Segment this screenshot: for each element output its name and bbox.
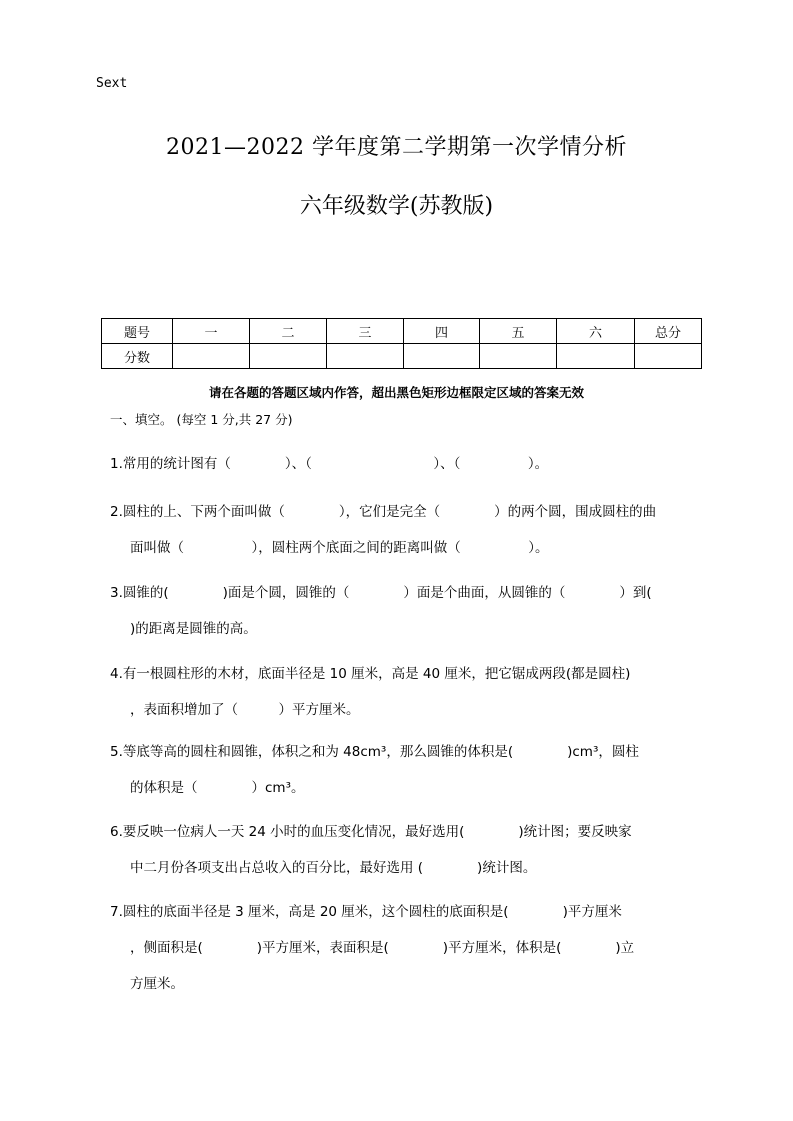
header-tag: Sext [96, 76, 128, 91]
score-table-score-row [102, 344, 702, 369]
question-line: )的距离是圆锥的高。 [130, 621, 257, 637]
score-cell[interactable] [557, 344, 635, 369]
question-1 [110, 446, 710, 482]
score-table-header-row [102, 319, 702, 344]
score-header-cell: 总分 [635, 319, 702, 344]
question-3 [110, 575, 710, 647]
question-line: 1.常用的统计图有（ ）、（ ）、（ ）。 [110, 456, 549, 472]
score-table [101, 318, 702, 369]
score-cell[interactable] [250, 344, 327, 369]
question-7 [110, 894, 710, 1002]
question-6 [110, 814, 710, 886]
score-cell[interactable] [173, 344, 250, 369]
question-line: 6.要反映一位病人一天 24 小时的血压变化情况，最好选用( )统计图；要反映家 [110, 824, 632, 840]
score-cell[interactable] [327, 344, 404, 369]
question-line: 3.圆锥的( )面是个圆，圆锥的（ ）面是个曲面，从圆锥的（ ）到( [110, 585, 652, 601]
question-5 [110, 734, 710, 806]
score-header-cell: 六 [557, 319, 635, 344]
question-line: 5.等底等高的圆柱和圆锥，体积之和为 48cm³，那么圆锥的体积是( )cm³，圆柱 [110, 744, 639, 760]
question-line: 的体积是（ ）cm³。 [130, 780, 305, 796]
score-header-cell: 二 [250, 319, 327, 344]
score-cell[interactable] [480, 344, 557, 369]
score-row-label: 分数 [102, 344, 173, 369]
score-header-cell: 题号 [102, 319, 173, 344]
answer-area-notice: 请在各题的答题区域内作答，超出黑色矩形边框限定区域的答案无效 [208, 385, 584, 400]
question-4 [110, 656, 710, 728]
score-header-cell: 五 [480, 319, 557, 344]
score-header-cell: 三 [327, 319, 404, 344]
question-line: 4.有一根圆柱形的木材，底面半径是 10 厘米，高是 40 厘米，把它锯成两段(都是圆柱) [110, 666, 631, 682]
question-line: 2.圆柱的上、下两个面叫做（ ），它们是完全（ ）的两个圆，围成圆柱的曲 [110, 504, 657, 520]
score-cell[interactable] [635, 344, 702, 369]
score-header-cell: 四 [404, 319, 480, 344]
score-cell[interactable] [404, 344, 480, 369]
question-2 [110, 494, 710, 566]
question-line: 中二月份各项支出占总收入的百分比，最好选用 ( )统计图。 [130, 860, 537, 876]
question-line: ，表面积增加了（ ）平方厘米。 [130, 702, 360, 718]
question-line: 7.圆柱的底面半径是 3 厘米，高是 20 厘米，这个圆柱的底面积是( )平方厘米 [110, 904, 622, 920]
question-line: ，侧面积是( )平方厘米，表面积是( )平方厘米，体积是( )立 [130, 940, 635, 956]
question-line: 方厘米。 [130, 976, 184, 992]
page-subtitle: 六年级数学(苏教版) [299, 194, 494, 219]
section-heading: 一、填空。 (每空 1 分,共 27 分) [110, 412, 293, 427]
question-line: 面叫做（ ），圆柱两个底面之间的距离叫做（ ）。 [130, 540, 549, 556]
score-header-cell: 一 [173, 319, 250, 344]
page-title: 2021—2022 学年度第二学期第一次学情分析 [166, 135, 627, 160]
